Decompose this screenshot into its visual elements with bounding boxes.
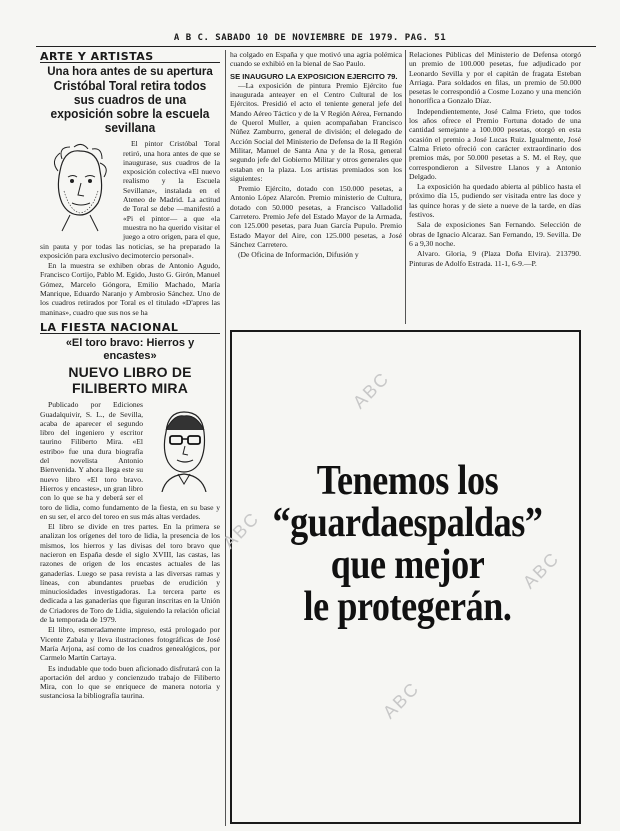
portrait-toral [40, 141, 118, 233]
ad-line: “guardaespaldas” [272, 500, 543, 546]
article-paragraph: Premio Ejército, dotado con 150.000 pesetas, a Antonio López Alarcón. Premio ministerio de Cultura, dotado con 50.000 pesetas, a Francisco Valladolid Carretero. Premio Jefe del Estado Mayor de la Armada, con 125.000 pesetas, para Juan García Pupulo. Premio Estado Mayor del Aire, con 125.000 pesetas, a José Sánchez Carretero. [230, 184, 402, 249]
column-middle [230, 50, 402, 324]
section-label-fiesta: LA FIESTA NACIONAL [40, 323, 220, 334]
article-headline-mira: NUEVO LIBRO DE FILIBERTO MIRA [68, 364, 192, 397]
column-divider [225, 50, 226, 826]
article-headline-ejercito: SE INAUGURO LA EXPOSICION EJERCITO 79. [230, 71, 398, 81]
advertisement-box [230, 330, 581, 824]
advertisement-slogan [232, 460, 583, 628]
article-paragraph: Publicado por Ediciones Guadalquivir, S. L., de Sevilla, acaba de aparecer el segundo libro del ingeniero y escritor taurino Filiberto Mira. «El estribo» fue una dura biografía del novelista Antonio Bienvenida. Y ahora llega este su nuevo libro «El toro bravo. Hierros y encastes», un gran libro con lo que se ha y deberá ser el toro de lidia, como fundamento de la fiesta, en su base y en su ser, el arco del toreo en sus más altas verdades. [40, 400, 220, 521]
portrait-sketch-icon [148, 402, 220, 492]
page-header: A B C. SABADO 10 DE NOVIEMBRE DE 1979. PAG. 51 [173, 33, 447, 43]
column-divider [405, 50, 406, 324]
watermark-abc: ABC [218, 507, 264, 553]
column-left [40, 50, 220, 826]
article-paragraph: El pintor Cristóbal Toral retiró, una hora antes de que se inaugurase, sus cuadros de la exposición colectiva «El nuevo realismo y la Escuela Sevillana», instalada en el Ateneo de Madrid. La actitud de Toral se debe —manifestó a «Pi el pintor— a que «la muestra no ha querido visitar el juego a otro origen, para el que, sin pauta y por todas las noticias, se ha preparado la exposición para exclusivo decimotercio personal». [40, 139, 220, 260]
article-kicker: Una hora antes de su apertura [47, 66, 213, 79]
article-paragraph: La exposición ha quedado abierta al público hasta el próximo día 15, pudiendo ser visitada entre las doce y las quince horas y de siete a nueve de la tarde, en días festivos. [409, 182, 581, 220]
header-rule [36, 46, 596, 47]
article-paragraph: Alvaro. Gloria, 9 (Plaza Doña Elvira). 213790. Pinturas de Adolfo Estrada. 11-1, 6-9.—P. [409, 249, 581, 268]
watermark-abc: ABC [378, 677, 424, 723]
article-paragraph: (De Oficina de Información, Difusión y [238, 250, 359, 260]
article-paragraph: Independientemente, José Calma Frieto, que todos los años ofrece el Premio Fortuna dotado de una cantidad semejante a 100.000 pesetas, otorgó en esta ocasión el premio a José Lucas Ruiz. Igualmente, José Calma Frieto ofreció con carácter extraordinario dos premios más, por 50.000 pesetas a S. M. el Rey, que correspondieron a Silvestre Llanos y a Antonio Delgado. [409, 106, 581, 181]
watermark-abc: ABC [518, 547, 564, 593]
article-paragraph: ha colgado en España y que motivó una agria polémica cuando se exhibió en la bienal de Sao Paulo. [230, 50, 402, 69]
article-paragraph: Sala de exposiciones San Fernando. Selección de obras de Ignacio Alcaraz. San Fernando, 19. Sevilla. De 6 a 9,30 noche. [409, 220, 581, 248]
article-paragraph: Relaciones Públicas del Ministerio de Defensa otorgó un premio de 100.000 pesetas, fue adjudicado por Leonardo Sevilla y por el capitán de fragata Esteban Arriaga. Para soldados en filas, un premio de 50.000 pesetas le correspondió a Cosme Lozano y una mención honorífica a Gonzalo Díaz. [409, 50, 581, 106]
portrait-mira [148, 402, 220, 492]
portrait-sketch-icon [40, 141, 118, 233]
article-subhead-toro: «El toro bravo: Hierros y encastes» [65, 337, 195, 362]
ad-line: que mejor [330, 542, 485, 588]
article-paragraph: El libro se divide en tres partes. En la primera se analizan los orígenes del toro de lidia, la presencia de los mismos, los hierros y las divisas del toro bravo que nacieron en España desde el siglo XVIII, las castas, las razones de origen de los encastes actuales de las ganaderías. Luego se pasa revista a las diversas ramas y líneas, con abundantes pruebas de erudición y minuciosidades investigadoras. La tercera parte es dedicada a las ganaderías que figuran inscritas en la Unión de Criadores de Toro de Lidia, siguiendo la relación oficial de la temporada de 1979. [40, 522, 220, 625]
article-paragraph: El libro, esmeradamente impreso, está prologado por Vicente Zabala y lleva ilustraciones fotográficas de José María Arjona, así como de los cuadros genealógicos, por Carmelo Martín Cartaya. [40, 625, 220, 663]
ad-line: le protegerán. [303, 584, 512, 630]
article-paragraph: En la muestra se exhiben obras de Antonio Agudo, Francisco Cortijo, Pablo M. Egido, Justo G. Girón, Manuel Gómez, Marcelo Góngora, Emilio Machado, María Manrique, Eduardo Naranjo y Ambrosio Sánchez. Uno de los cuadros retirados por Toral es el titulado «D'apres las maninas», cuadro que sus nos se ha [40, 261, 220, 317]
section-label-arte: ARTE Y ARTISTAS [40, 52, 220, 63]
article-paragraph: —La exposición de pintura Premio Ejército fue inaugurada anteayer en el Centro Cultural de los Ejércitos. Presidió el acto el teniente general jefe del Mando Aéreo Táctico y de la V Región Aérea, Fernando de Querol Muller, a quien acompañaban Francisco Núñez Zamburro, general de división; el delegado de Acción Social del Ministerio de Defensa de la II Región Militar, Manuel de Santa Ana y de la Rosa, general segundo jefe del Gobierno Militar y otros generales que estaban en la plaza. Los artistas premiados son los siguientes: [230, 80, 402, 183]
column-right [409, 50, 581, 324]
ad-line: Tenemos los [316, 458, 499, 504]
watermark-abc: ABC [348, 367, 394, 413]
article-paragraph: Es indudable que todo buen aficionado disfrutará con la aportación del arduo y concienzudo trabajo de Filiberto Mira, con lo que se enriquece de manera notoria y sustanciosa la bibliografía taurina. [40, 663, 220, 701]
article-headline-toral: Cristóbal Toral retira todos sus cuadros de una exposición sobre la escuela sevillana [50, 78, 210, 136]
